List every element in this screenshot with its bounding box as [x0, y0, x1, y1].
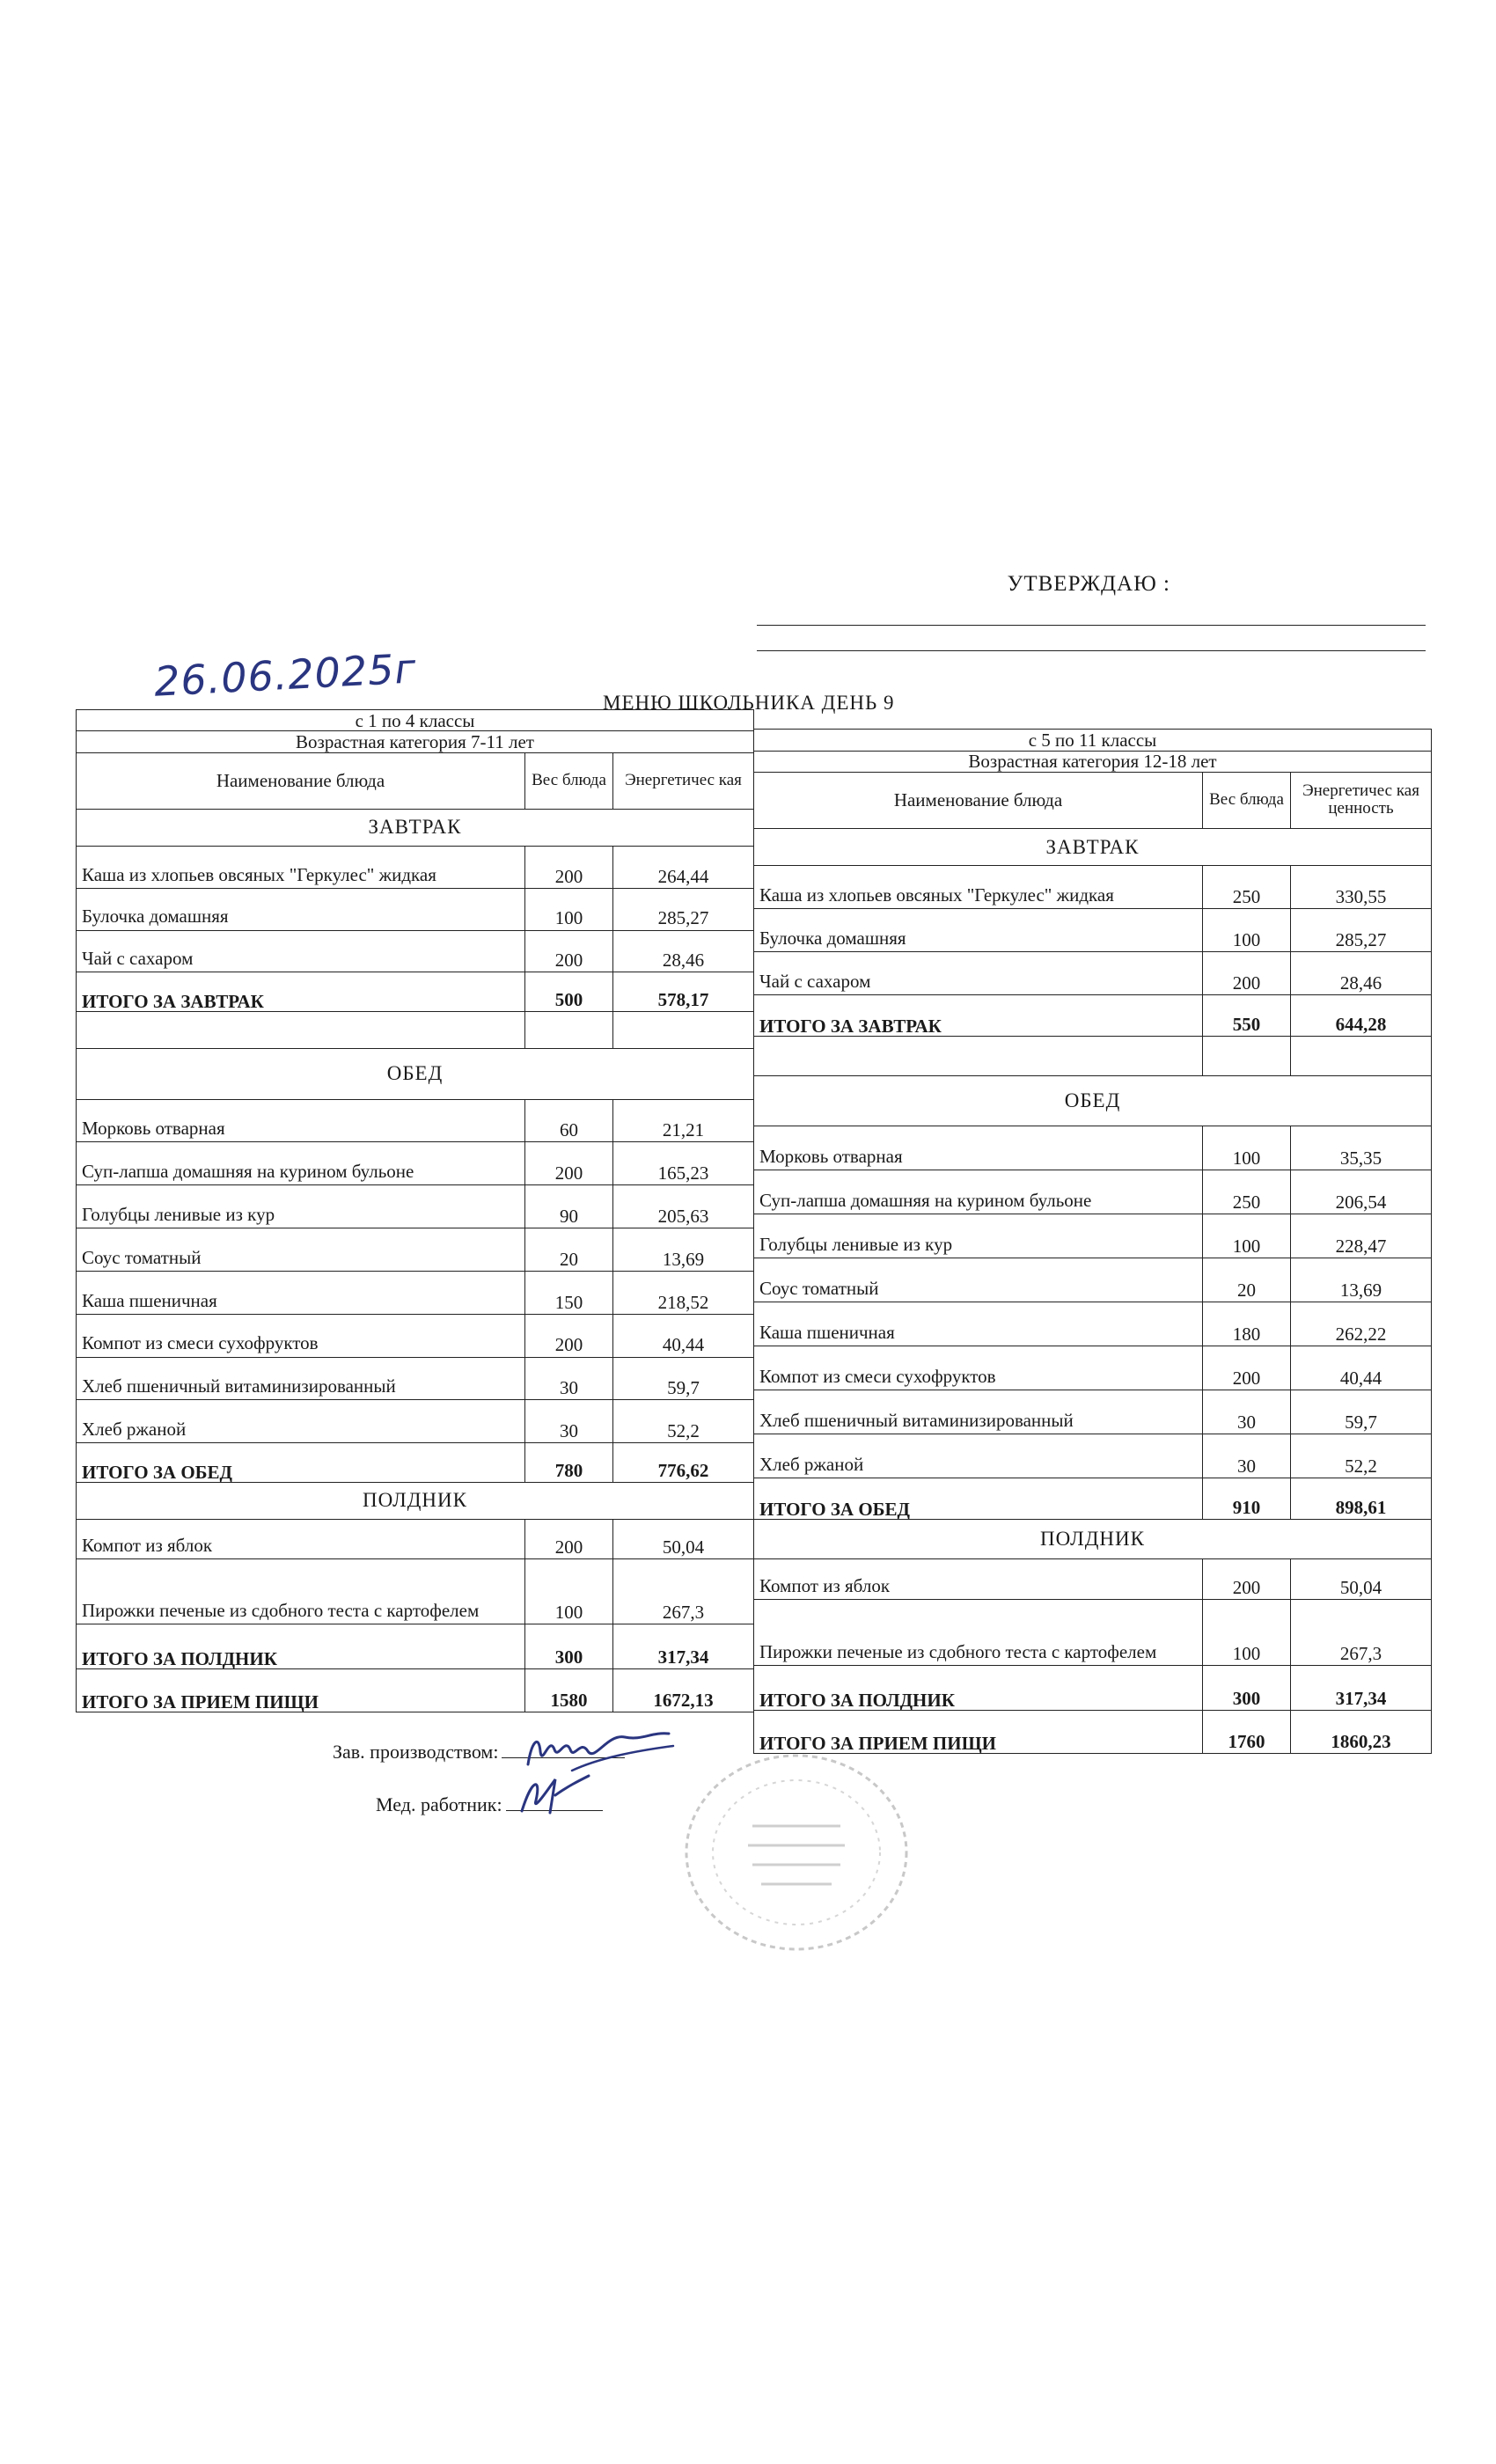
dish-name: Морковь отварная: [77, 1099, 525, 1142]
total-weight: 300: [525, 1624, 613, 1669]
dish-energy: 205,63: [613, 1185, 754, 1228]
menu-junior: [76, 709, 753, 1712]
dish-name: Каша пшеничная: [754, 1302, 1203, 1346]
dish-energy: 21,21: [613, 1099, 754, 1142]
dish-name: Хлеб ржаной: [77, 1400, 525, 1443]
dish-name: Хлеб пшеничный витаминизированный: [754, 1390, 1203, 1434]
table-row: [754, 1126, 1432, 1170]
dish-weight: 180: [1203, 1302, 1291, 1346]
approval-line-1: [757, 597, 1426, 626]
dish-energy: 330,55: [1291, 866, 1432, 909]
total-weight: 300: [1203, 1665, 1291, 1710]
dish-energy: 206,54: [1291, 1170, 1432, 1214]
grand-total-weight: 1760: [1203, 1710, 1291, 1753]
dish-weight: 100: [1203, 1214, 1291, 1258]
table-row: [77, 888, 754, 930]
dish-weight: 200: [525, 930, 613, 972]
dish-name: Чай с сахаром: [77, 930, 525, 972]
table-row: [754, 1258, 1432, 1302]
table-row: [754, 1170, 1432, 1214]
section-lunch: ОБЕД: [754, 1075, 1432, 1126]
dish-weight: 30: [1203, 1390, 1291, 1434]
dish-weight: 20: [525, 1228, 613, 1272]
handwritten-date: 26.06.2025г: [152, 644, 418, 706]
header-energy: Энергетичес кая: [613, 752, 754, 809]
total-energy: 578,17: [613, 972, 754, 1012]
production-label: Зав. производством:: [333, 1741, 499, 1763]
dish-weight: 90: [525, 1185, 613, 1228]
dish-name: Компот из смеси сухофруктов: [754, 1346, 1203, 1390]
header-weight: Вес блюда: [525, 752, 613, 809]
total-energy: 644,28: [1291, 995, 1432, 1037]
section-breakfast: ЗАВТРАК: [77, 809, 754, 846]
approval-block: [757, 572, 1426, 651]
dish-energy: 50,04: [613, 1520, 754, 1559]
table-row: [754, 1346, 1432, 1390]
menu-senior: [753, 729, 1431, 1754]
header-weight: Вес блюда: [1203, 773, 1291, 829]
dish-name: Голубцы ленивые из кур: [77, 1185, 525, 1228]
total-label: ИТОГО ЗА ЗАВТРАК: [754, 995, 1203, 1037]
header-name: Наименование блюда: [754, 773, 1203, 829]
age-label: Возрастная категория 7-11 лет: [77, 731, 754, 752]
dish-energy: 218,52: [613, 1271, 754, 1314]
dish-energy: 52,2: [613, 1400, 754, 1443]
grand-total-weight: 1580: [525, 1668, 613, 1712]
dish-energy: 35,35: [1291, 1126, 1432, 1170]
dish-weight: 100: [1203, 1126, 1291, 1170]
table-row: [754, 1390, 1432, 1434]
dish-energy: 40,44: [1291, 1346, 1432, 1390]
dish-weight: 200: [525, 1520, 613, 1559]
dish-name: Голубцы ленивые из кур: [754, 1214, 1203, 1258]
total-row: [77, 1443, 754, 1483]
dish-weight: 200: [525, 847, 613, 889]
dish-name: Каша из хлопьев овсяных "Геркулес" жидкая: [77, 847, 525, 889]
table-row: [754, 952, 1432, 995]
dish-energy: 59,7: [1291, 1390, 1432, 1434]
dish-name: Чай с сахаром: [754, 952, 1203, 995]
dish-weight: 100: [525, 888, 613, 930]
approval-line-2: [757, 626, 1426, 651]
dish-energy: 13,69: [613, 1228, 754, 1272]
total-weight: 780: [525, 1443, 613, 1483]
dish-weight: 250: [1203, 866, 1291, 909]
table-row: [754, 909, 1432, 952]
total-row: [754, 995, 1432, 1037]
grand-total-label: ИТОГО ЗА ПРИЕМ ПИЩИ: [754, 1710, 1203, 1753]
table-row: [77, 930, 754, 972]
table-row: [754, 1600, 1432, 1665]
dish-name: Компот из яблок: [754, 1558, 1203, 1600]
table-row: [77, 847, 754, 889]
dish-energy: 267,3: [1291, 1600, 1432, 1665]
grand-total-energy: 1860,23: [1291, 1710, 1432, 1753]
dish-energy: 52,2: [1291, 1434, 1432, 1478]
table-row: [77, 1520, 754, 1559]
dish-name: Соус томатный: [754, 1258, 1203, 1302]
table-row: [77, 1185, 754, 1228]
total-weight: 910: [1203, 1478, 1291, 1520]
dish-energy: 28,46: [1291, 952, 1432, 995]
total-energy: 317,34: [613, 1624, 754, 1669]
dish-energy: 285,27: [613, 888, 754, 930]
grade-label: с 1 по 4 классы: [77, 710, 754, 731]
table-row: [77, 1314, 754, 1357]
total-row: [77, 972, 754, 1012]
dish-name: Суп-лапша домашняя на курином бульоне: [77, 1142, 525, 1185]
dish-name: Каша из хлопьев овсяных "Геркулес" жидкая: [754, 866, 1203, 909]
dish-energy: 13,69: [1291, 1258, 1432, 1302]
table-row: [77, 1099, 754, 1142]
total-row: [77, 1624, 754, 1669]
dish-weight: 30: [525, 1400, 613, 1443]
grand-total-energy: 1672,13: [613, 1668, 754, 1712]
dish-name: Хлеб ржаной: [754, 1434, 1203, 1478]
total-label: ИТОГО ЗА ПОЛДНИК: [77, 1624, 525, 1669]
dish-weight: 150: [525, 1271, 613, 1314]
dish-weight: 200: [1203, 1558, 1291, 1600]
table-row: [77, 1271, 754, 1314]
table-row: [77, 1558, 754, 1624]
dish-weight: 30: [525, 1357, 613, 1400]
dish-name: Суп-лапша домашняя на курином бульоне: [754, 1170, 1203, 1214]
table-row: [77, 1400, 754, 1443]
dish-energy: 264,44: [613, 847, 754, 889]
dish-weight: 100: [525, 1558, 613, 1624]
dish-name: Компот из смеси сухофруктов: [77, 1314, 525, 1357]
document-title: МЕНЮ ШКОЛЬНИКА ДЕНЬ 9: [603, 692, 895, 714]
total-energy: 317,34: [1291, 1665, 1432, 1710]
dish-energy: 28,46: [613, 930, 754, 972]
dish-weight: 60: [525, 1099, 613, 1142]
table-row: [754, 1558, 1432, 1600]
dish-energy: 262,22: [1291, 1302, 1432, 1346]
grade-label: с 5 по 11 классы: [754, 730, 1432, 752]
dish-energy: 40,44: [613, 1314, 754, 1357]
grand-total-row: [77, 1668, 754, 1712]
total-label: ИТОГО ЗА ЗАВТРАК: [77, 972, 525, 1012]
table-row: [77, 1228, 754, 1272]
section-snack: ПОЛДНИК: [77, 1482, 754, 1519]
total-row: [754, 1665, 1432, 1710]
dish-name: Компот из яблок: [77, 1520, 525, 1559]
dish-energy: 228,47: [1291, 1214, 1432, 1258]
total-energy: 776,62: [613, 1443, 754, 1483]
dish-name: Соус томатный: [77, 1228, 525, 1272]
table-row: [754, 1434, 1432, 1478]
dish-energy: 165,23: [613, 1142, 754, 1185]
table-row: [77, 1357, 754, 1400]
table-row: [754, 1302, 1432, 1346]
dish-name: Булочка домашняя: [754, 909, 1203, 952]
dish-energy: 285,27: [1291, 909, 1432, 952]
dish-weight: 30: [1203, 1434, 1291, 1478]
table-row: [754, 1214, 1432, 1258]
dish-energy: 59,7: [613, 1357, 754, 1400]
dish-energy: 267,3: [613, 1558, 754, 1624]
total-label: ИТОГО ЗА ПОЛДНИК: [754, 1665, 1203, 1710]
stamp-seal: [669, 1738, 924, 1958]
table-row: [77, 1142, 754, 1185]
total-weight: 500: [525, 972, 613, 1012]
grand-total-label: ИТОГО ЗА ПРИЕМ ПИЩИ: [77, 1668, 525, 1712]
total-row: [754, 1478, 1432, 1520]
dish-energy: 50,04: [1291, 1558, 1432, 1600]
table-row: [754, 866, 1432, 909]
age-label: Возрастная категория 12-18 лет: [754, 751, 1432, 773]
dish-weight: 100: [1203, 1600, 1291, 1665]
dish-name: Булочка домашняя: [77, 888, 525, 930]
dish-name: Пирожки печеные из сдобного теста с картофелем: [754, 1600, 1203, 1665]
empty-row: [754, 1037, 1432, 1076]
header-energy: Энергетичес кая ценность: [1291, 773, 1432, 829]
dish-name: Пирожки печеные из сдобного теста с картофелем: [77, 1558, 525, 1624]
dish-weight: 20: [1203, 1258, 1291, 1302]
dish-weight: 200: [1203, 1346, 1291, 1390]
dish-weight: 100: [1203, 909, 1291, 952]
total-energy: 898,61: [1291, 1478, 1432, 1520]
empty-row: [77, 1011, 754, 1048]
section-breakfast: ЗАВТРАК: [754, 828, 1432, 866]
header-name: Наименование блюда: [77, 752, 525, 809]
dish-name: Морковь отварная: [754, 1126, 1203, 1170]
total-label: ИТОГО ЗА ОБЕД: [77, 1443, 525, 1483]
total-label: ИТОГО ЗА ОБЕД: [754, 1478, 1203, 1520]
dish-weight: 200: [525, 1314, 613, 1357]
section-lunch: ОБЕД: [77, 1049, 754, 1099]
dish-name: Хлеб пшеничный витаминизированный: [77, 1357, 525, 1400]
dish-name: Каша пшеничная: [77, 1271, 525, 1314]
dish-weight: 200: [1203, 952, 1291, 995]
dish-weight: 250: [1203, 1170, 1291, 1214]
section-snack: ПОЛДНИК: [754, 1519, 1432, 1558]
approval-label: УТВЕРЖДАЮ :: [1007, 572, 1170, 596]
medical-label: Мед. работник:: [376, 1793, 502, 1815]
dish-weight: 200: [525, 1142, 613, 1185]
medical-signature-mark: [515, 1769, 594, 1822]
total-weight: 550: [1203, 995, 1291, 1037]
